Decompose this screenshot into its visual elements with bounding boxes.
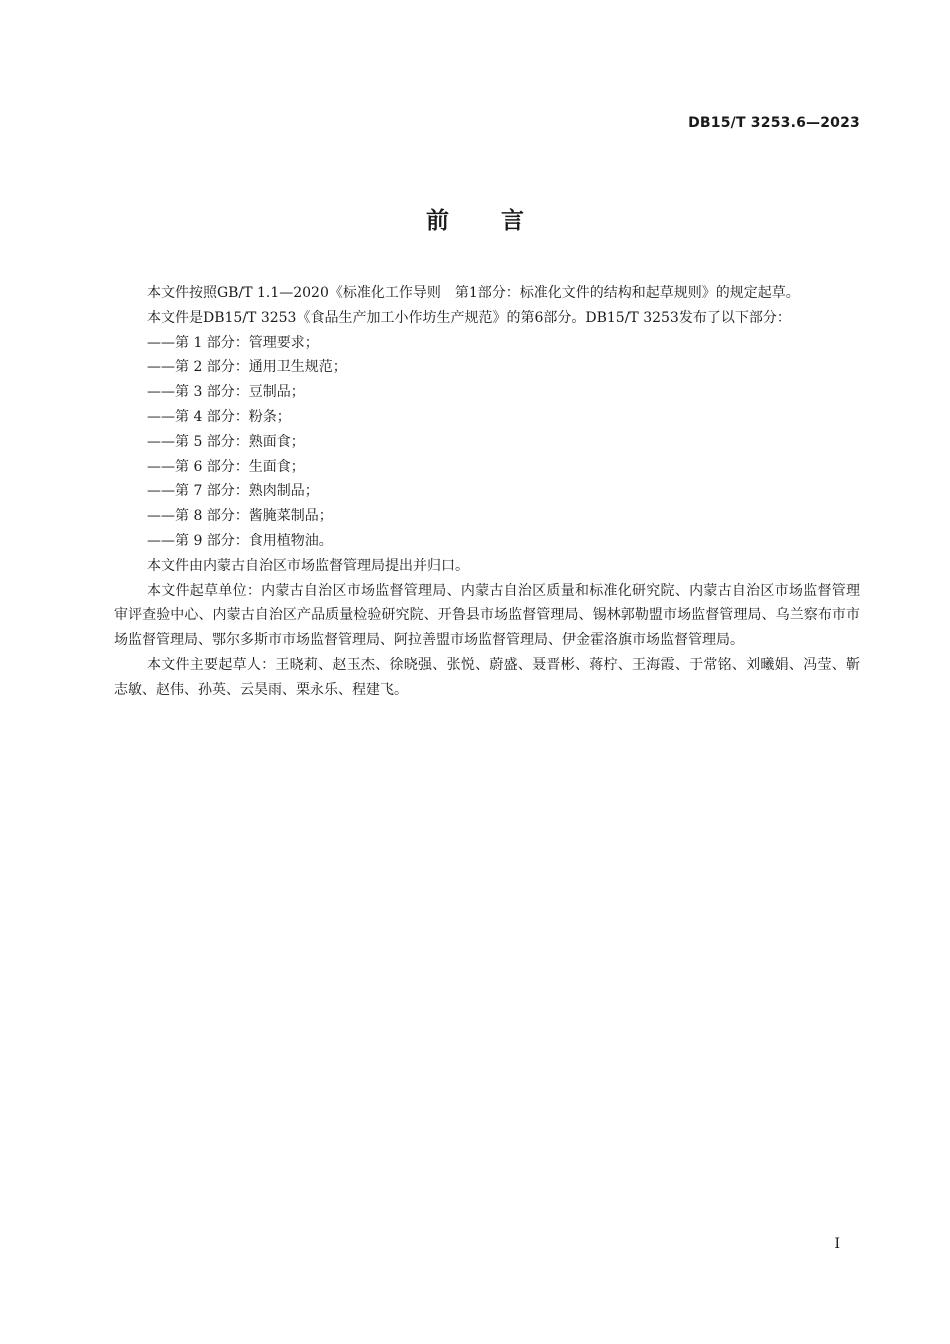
list-item: ——第 4 部分：粉条；: [147, 408, 291, 425]
paragraph-drafting-basis: 本文件按照GB/T 1.1—2020《标准化工作导则 第1部分：标准化文件的结构和起草规则》的规定起草。: [147, 285, 800, 301]
document-code: DB15/T 3253.6—2023: [688, 115, 860, 131]
paragraph-drafters: 本文件主要起草人：王晓莉、赵玉杰、徐晓强、张悦、蔚盛、聂晋彬、蒋柠、王海霞、于常铭、刘曦娟、冯莹、靳志敏、赵伟、孙英、云昊雨、栗永乐、程建飞。: [114, 656, 860, 698]
list-item: ——第 2 部分：通用卫生规范；: [147, 359, 347, 376]
list-item: ——第 6 部分：生面食；: [147, 458, 305, 475]
page-title: 前言: [426, 208, 576, 234]
foreword-body: [114, 281, 860, 703]
page-number: I: [834, 1236, 840, 1252]
paragraph-drafting-units: 本文件起草单位：内蒙古自治区市场监督管理局、内蒙古自治区质量和标准化研究院、内蒙古自治区市场监督管理审评查验中心、内蒙古自治区产品质量检验研究院、开鲁县市场监督管理局、锡林郭勒盟市场监督管理局、乌兰察布市市场监督管理局、鄂尔多斯市市场监督管理局、阿拉善盟市场监督管理局、伊金霍洛旗市场监督管理局。: [114, 582, 860, 649]
list-item: ——第 9 部分：食用植物油。: [147, 532, 333, 549]
list-item: ——第 5 部分：熟面食；: [147, 433, 305, 450]
list-item: ——第 8 部分：酱腌菜制品；: [147, 508, 333, 525]
list-item: ——第 1 部分：管理要求；: [147, 334, 319, 351]
parts-list: [114, 331, 860, 554]
list-item: ——第 7 部分：熟肉制品；: [147, 483, 319, 500]
paragraph-series-intro: 本文件是DB15/T 3253《食品生产加工小作坊生产规范》的第6部分。DB15/T 3253发布了以下部分：: [147, 309, 791, 326]
paragraph-proposer: 本文件由内蒙古自治区市场监督管理局提出并归口。: [147, 557, 469, 574]
list-item: ——第 3 部分：豆制品；: [147, 384, 305, 401]
